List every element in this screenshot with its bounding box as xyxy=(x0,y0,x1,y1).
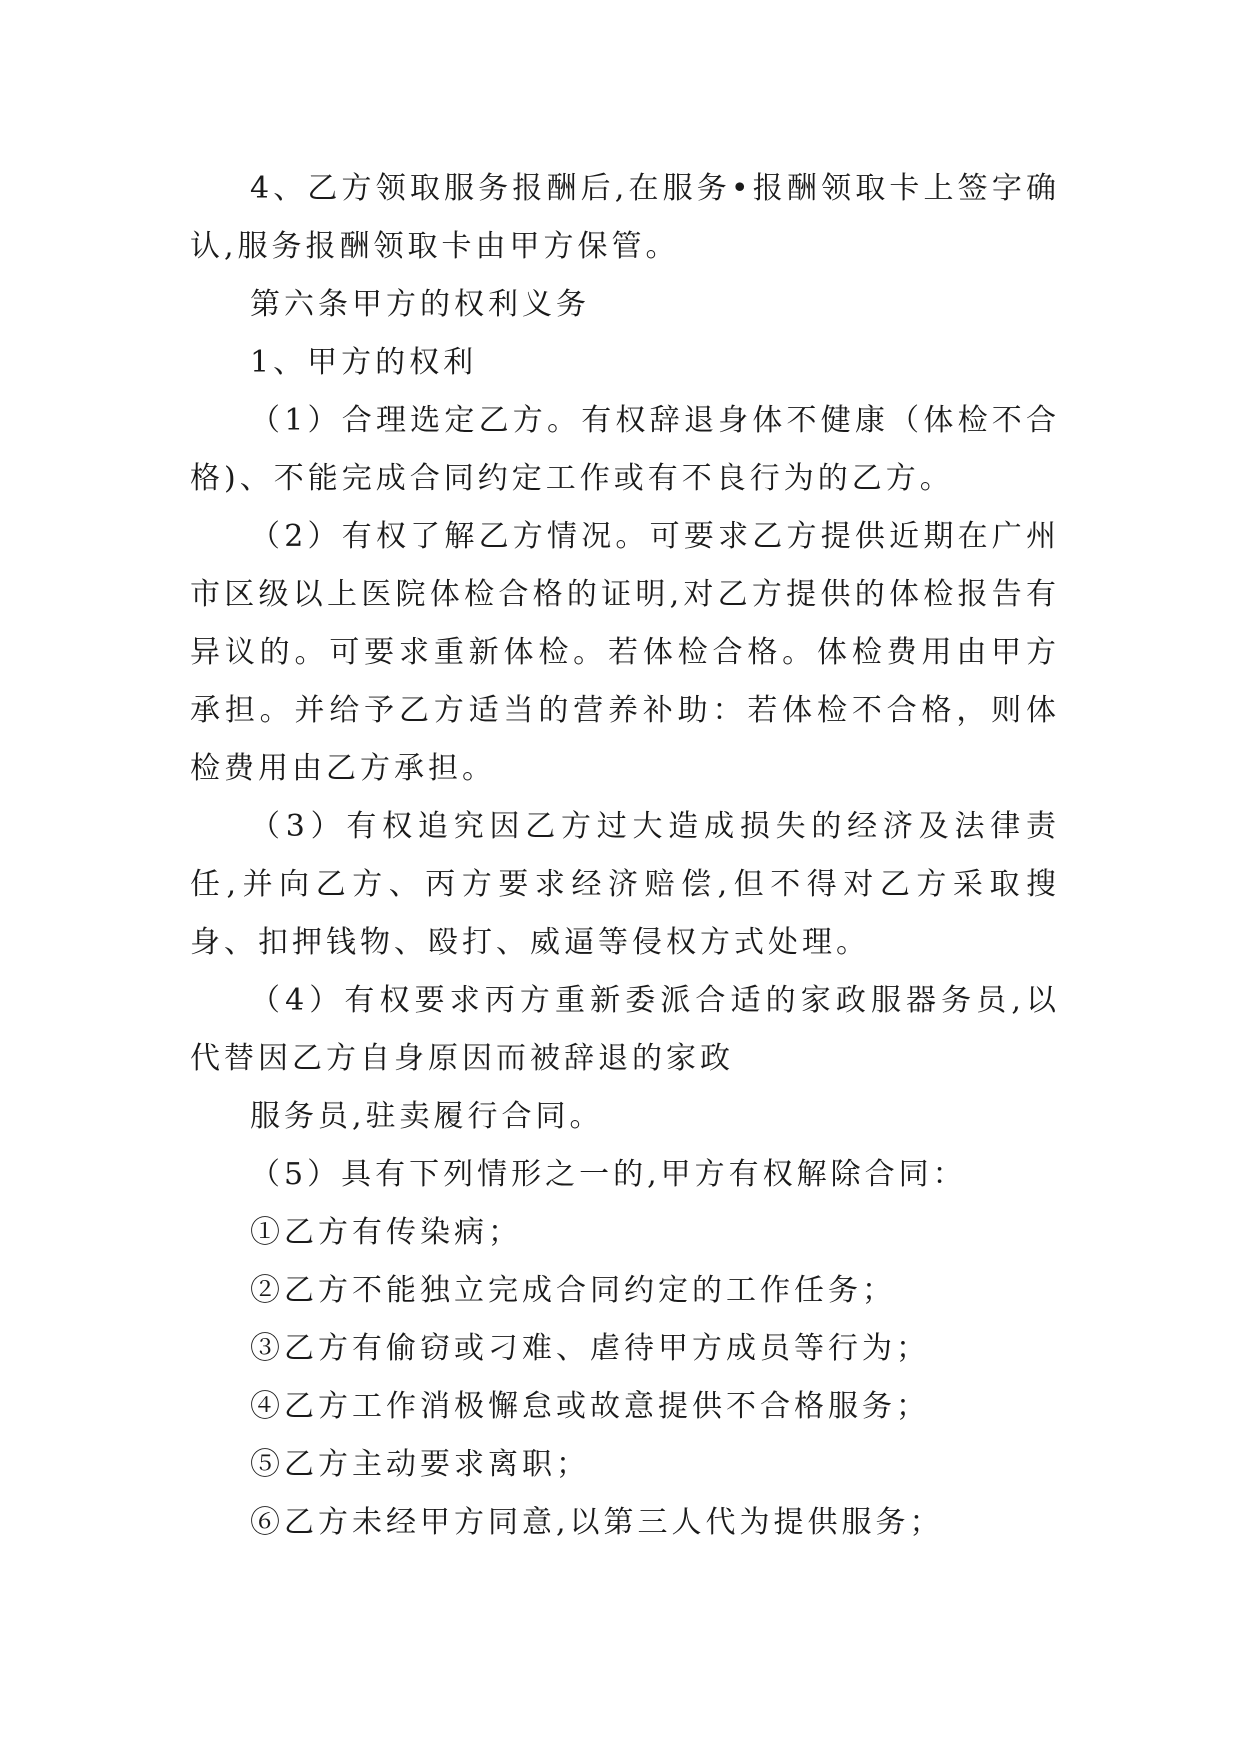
paragraph-right-4-continued: 服务员,驻卖履行合同。 xyxy=(250,1099,604,1134)
paragraph-right-5: （5）具有下列情形之一的,甲方有权解除合同： xyxy=(250,1157,967,1192)
list-item: ④乙方工作消极懈怠或故意提供不合格服务； xyxy=(250,1389,930,1424)
paragraph-right-2: （2）有权了解乙方情况。可要求乙方提供近期在广州市区级以上医院体检合格的证明,对乙方提供的体检报告有异议的。可要求重新体检。若体检合格。体检费用由甲方承担。并给予乙方适当的营养补助：若体检不合格，则体检费用由乙方承担。 xyxy=(190,519,1060,786)
paragraph-right-3: （3）有权追究因乙方过大造成损失的经济及法律责任,并向乙方、丙方要求经济赔偿,但不得对乙方采取搜身、扣押钱物、殴打、威逼等侵权方式处理。 xyxy=(190,809,1060,960)
paragraph-right-4: （4）有权要求丙方重新委派合适的家政服器务员,以代替因乙方自身原因而被辞退的家政 xyxy=(190,983,1060,1076)
list-item: ②乙方不能独立完成合同约定的工作任务； xyxy=(250,1273,896,1308)
list-item: ①乙方有传染病； xyxy=(250,1215,522,1250)
list-item: ⑥乙方未经甲方同意,以第三人代为提供服务； xyxy=(250,1505,944,1540)
section-party-a-rights-heading: 1、甲方的权利 xyxy=(250,345,478,380)
paragraph-reward-confirmation: 4、乙方领取服务报酬后,在服务•报酬领取卡上签字确认,服务报酬领取卡由甲方保管。 xyxy=(190,171,1060,264)
list-item: ③乙方有偷窃或刁难、虐待甲方成员等行为； xyxy=(250,1331,930,1366)
paragraph-right-1: （1）合理选定乙方。有权辞退身体不健康（体检不合格)、不能完成合同约定工作或有不良行为的乙方。 xyxy=(190,403,1060,496)
article-six-heading: 第六条甲方的权利义务 xyxy=(250,287,590,322)
document-body xyxy=(190,160,1060,1552)
list-item: ⑤乙方主动要求离职； xyxy=(250,1447,590,1482)
